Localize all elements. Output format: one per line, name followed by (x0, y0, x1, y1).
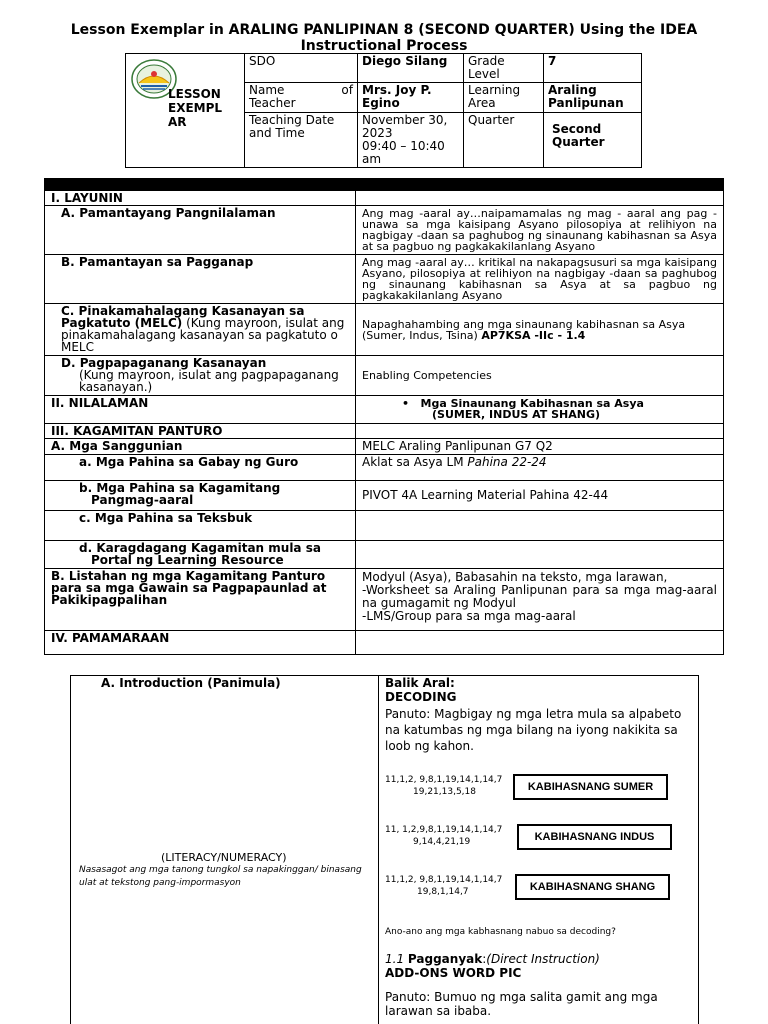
date-label: Teaching Date and Time (245, 113, 358, 168)
decoding-code: 11,1,2, 9,8,1,19,14,1,14,7 19,21,13,5,18 (385, 775, 503, 797)
pamamaraan-heading: IV. PAMAMARAAN (45, 631, 356, 655)
decoding-item-indus (385, 824, 695, 874)
quarter-value: Second Quarter (544, 113, 642, 168)
answer-box-sumer: KABIHASNANG SUMER (513, 774, 668, 800)
document-title (30, 22, 738, 54)
pagpapaganang-value: Enabling Competencies (356, 356, 724, 396)
introduction-left-column (71, 676, 379, 1024)
gabay-label: a. Mga Pahina sa Gabay ng Guro (45, 455, 356, 481)
sanggunian-value: MELC Araling Panlipunan G7 Q2 (356, 439, 724, 455)
introduction-title: A. Introduction (Panimula) (101, 676, 281, 690)
teksbuk-label: c. Mga Pahina sa Teksbuk (45, 511, 356, 541)
decoding-question: Ano-ano ang mga kabhasnang nabuo sa decoding? (385, 927, 616, 937)
title-line-1: Lesson Exemplar in ARALING PANLIPINAN 8 (SECOND QUARTER) Using the IDEA (70, 22, 698, 38)
add-ons-label: ADD-ONS WORD PIC (385, 966, 522, 980)
pamantayan-pagganap-value: Ang mag -aaral ay… kritikal na nakapagsusuri sa mga kaisipang Asyano, pilosopiya at relihiyon na nagbigay -daan sa paghubog ng sinaunang kabihasnan sa Asya at sa pagbuo ng pagkakakilanlang Asyano (356, 255, 724, 304)
decoding-instructions: Panuto: Magbigay ng mga letra mula sa alpabeto na katumbas ng mga bilang na iyong nakikita sa loob ng kahon. (385, 707, 682, 753)
pagganyak-heading: 1.1 Pagganyak:(Direct Instruction) (385, 952, 600, 966)
gabay-value: Aklat sa Asya LM Pahina 22-24 (356, 455, 724, 481)
answer-box-indus: KABIHASNANG INDUS (517, 824, 672, 850)
grade-value: 7 (544, 54, 642, 83)
balik-aral-label: Balik Aral: (385, 676, 455, 690)
melc-value: Napaghahambing ang mga sinaunang kabihasnan sa Asya (Sumer, Indus, Tsina) AP7KSA -IIc - 1.4 (356, 304, 724, 356)
title-line-2: Instructional Process (300, 38, 468, 54)
header-bar (45, 179, 724, 191)
decoding-item-sumer (385, 774, 695, 824)
pamantayan-pagganap-label: B. Pamantayan sa Pagganap (45, 255, 356, 304)
listahan-label: B. Listahan ng mga Kagamitang Panturo para sa mga Gawain sa Pagpapaunlad at Pakikipagpalihan (45, 569, 356, 631)
pamantayang-pangnilalaman-value: Ang mag -aaral ay…naipamamalas ng mag - aaral ang pag - unawa sa mga kaisipang Asyano pilosopiya at relihiyon na nagbigay -daan sa paghubog ng sinaunang kabihasnan sa Asya at sa pagbuo ng pagkakakilanlang Asyano (356, 206, 724, 255)
decoding-code: 11,1,2, 9,8,1,19,14,1,14,7 19,8,1,14,7 (385, 875, 503, 897)
nilalaman-heading: II. NILALAMAN (45, 396, 356, 424)
decoding-code: 11, 1,2,9,8,1,19,14,1,14,7 9,14,4,21,19 (385, 825, 503, 847)
layunin-heading: I. LAYUNIN (45, 191, 356, 206)
literacy-description: Nasasagot ang mga tanong tungkol sa napakinggan/ binasang ulat at tekstong pang-impormasyon (79, 865, 362, 888)
teacher-value: Mrs. Joy P. Egino (358, 83, 464, 113)
introduction-right-column (385, 676, 695, 1018)
literacy-numeracy-label: (LITERACY/NUMERACY) (161, 851, 287, 864)
quarter-label: Quarter (464, 113, 544, 168)
sdo-label: SDO (245, 54, 358, 83)
nilalaman-value: • Mga Sinaunang Kabihasnan sa Asya (SUMER, INDUS AT SHANG) (356, 396, 724, 424)
grade-label: Grade Level (464, 54, 544, 83)
date-value: November 30, 2023 09:40 – 10:40 am (358, 113, 464, 168)
pagganyak-instructions: Panuto: Bumuo ng mga salita gamit ang mga larawan sa ibaba. (385, 990, 658, 1018)
header-table (125, 53, 642, 168)
teacher-label: Name of Teacher (245, 83, 358, 113)
area-value: Araling Panlipunan (544, 83, 642, 113)
kagamitan-heading: III. KAGAMITAN PANTURO (45, 424, 356, 439)
sanggunian-label: A. Mga Sanggunian (45, 439, 356, 455)
lesson-exemplar-label: LESSON EXEMPL AR (168, 87, 223, 129)
decoding-label: DECODING (385, 690, 457, 704)
lesson-table (44, 178, 724, 655)
introduction-section (70, 675, 699, 1024)
decoding-item-shang (385, 874, 695, 924)
kagamitang-mag-aaral-label: b. Mga Pahina sa Kagamitang Pangmag-aaral (45, 481, 356, 511)
melc-label: C. Pinakamahalagang Kasanayan sa Pagkatuto (MELC) (Kung mayroon, isulat ang pinakamahalagang kasanayan sa pagkatuto o MELC (45, 304, 356, 356)
pagpapaganang-label: D. Pagpapaganang Kasanayan (Kung mayroon, isulat ang pagpapaganang kasanayan.) (45, 356, 356, 396)
kagamitang-mag-aaral-value: PIVOT 4A Learning Material Pahina 42-44 (356, 481, 724, 511)
pamantayang-pangnilalaman-label: A. Pamantayang Pangnilalaman (45, 206, 356, 255)
answer-box-shang: KABIHASNANG SHANG (515, 874, 670, 900)
sdo-value: Diego Silang (358, 54, 464, 83)
logo-cell (126, 54, 245, 168)
portal-label: d. Karagdagang Kagamitan mula sa Portal ng Learning Resource (45, 541, 356, 569)
area-label: Learning Area (464, 83, 544, 113)
listahan-value: Modyul (Asya), Babasahin na teksto, mga larawan, -Worksheet sa Araling Panlipunan para sa mga mag-aaral na gumagamit ng Modyul -LMS/Group para sa mga mag-aaral (356, 569, 724, 631)
